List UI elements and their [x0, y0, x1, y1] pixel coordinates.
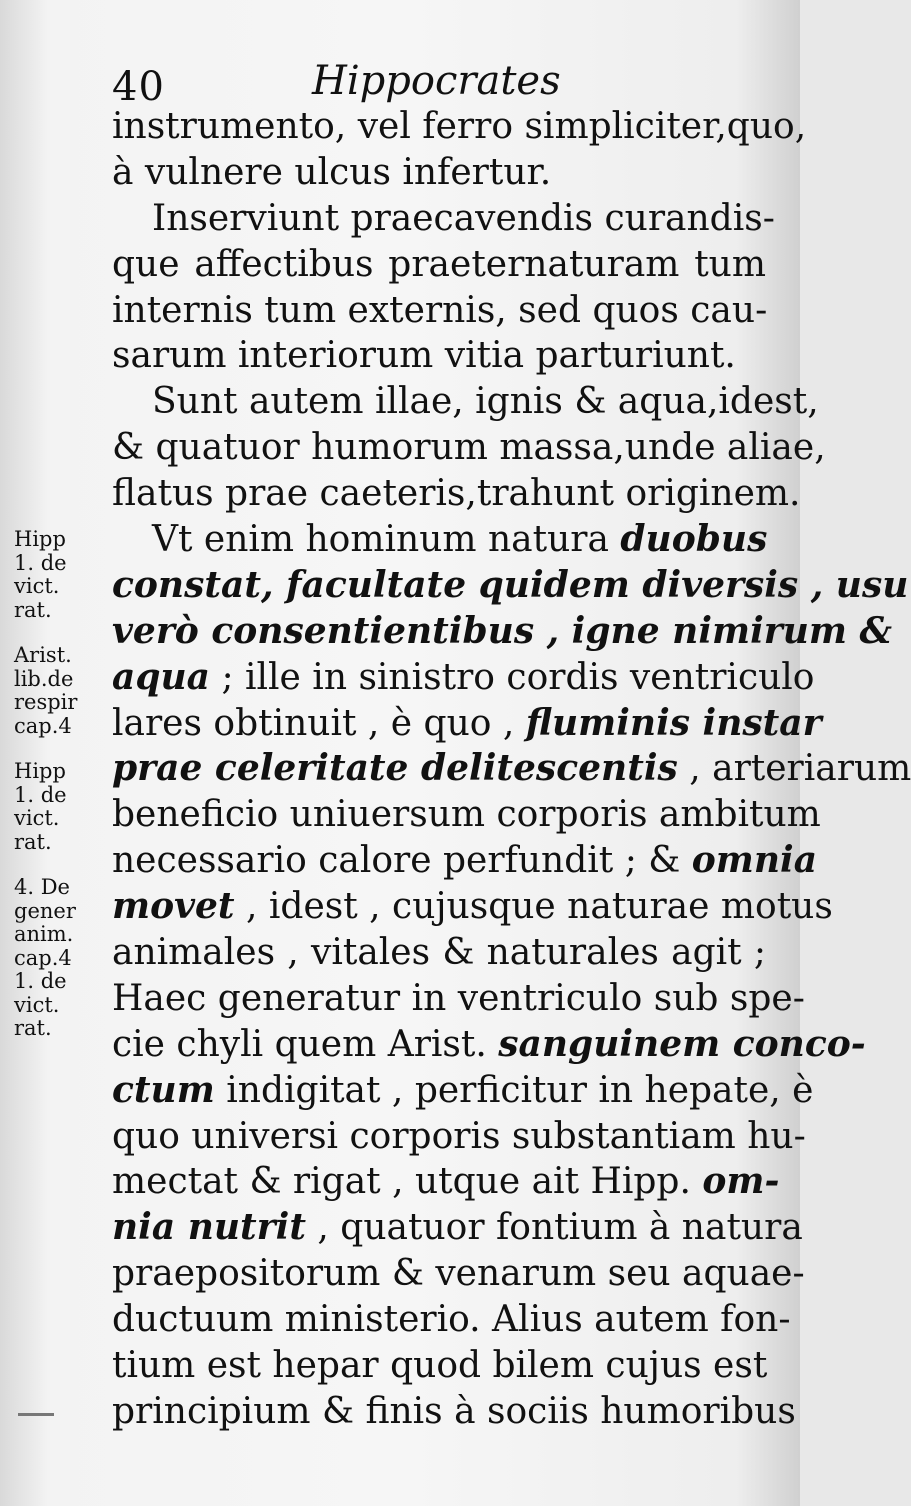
italic-phrase: nia nutrit [112, 1206, 306, 1249]
text-run: cie chyli quem Arist. [112, 1023, 499, 1065]
margin-note [14, 760, 110, 854]
page-number: 40 [112, 64, 165, 110]
text-line [112, 1343, 766, 1389]
text-line [112, 701, 822, 747]
italic-phrase: ctum [112, 1068, 215, 1111]
italic-phrase: aqua [112, 655, 210, 698]
text-line [112, 1114, 806, 1160]
margin-note-line: 1. de [14, 969, 67, 993]
margin-note-line: Hipp [14, 527, 66, 551]
text-line [112, 379, 819, 425]
text-run: , quatuor fontium à natura [305, 1207, 803, 1249]
text-run: praepositorum & venarum seu aquae- [112, 1253, 805, 1295]
text-run: Vt enim hominum natura [152, 519, 621, 561]
text-line [112, 425, 826, 471]
text-line [112, 1022, 866, 1068]
italic-phrase: verò consentientibus , igne nimirum & [112, 609, 893, 652]
margin-note-line: Arist. [14, 643, 72, 667]
text-run: Haec generatur in ventriculo sub spe- [112, 977, 805, 1019]
text-run: Sunt autem illae, ignis & aqua,idest, [152, 381, 819, 423]
margin-note-line: vict. [14, 992, 60, 1017]
text-line [112, 609, 893, 655]
italic-phrase: prae celeritate delitescentis [112, 747, 678, 790]
text-line [112, 1068, 814, 1114]
margin-note-line: respir [14, 690, 78, 714]
text-run: principium & finis à sociis humoribus [112, 1390, 796, 1432]
text-run: internis tum externis, sed quos cau- [112, 289, 768, 331]
margin-note [14, 876, 110, 1041]
text-line [112, 150, 766, 196]
text-run: mectat & rigat , utque ait Hipp. [112, 1161, 703, 1203]
italic-phrase: om- [702, 1160, 780, 1203]
text-line [112, 517, 766, 563]
text-run: à vulnere ulcus infertur. [112, 151, 552, 193]
running-head: Hippocrates [312, 58, 561, 104]
margin-note-line: cap.4 [14, 945, 72, 970]
text-run: tium est hepar quod bilem cujus est [112, 1345, 768, 1387]
margin-notes [14, 528, 110, 1063]
margin-note-line: rat. [14, 829, 52, 854]
text-run: lares obtinuit , è quo , [112, 702, 526, 744]
margin-note-line: Hipp [14, 759, 66, 783]
text-run: beneficio uniuersum corporis ambitum [112, 794, 821, 836]
body-text [112, 104, 911, 1435]
text-line [112, 196, 775, 242]
italic-phrase: constat, facultate quidem diversis , usu [112, 563, 909, 606]
margin-note-line: gener [14, 898, 76, 923]
text-run: que affectibus praeternaturam tum [112, 243, 766, 285]
text-run: indigitat , perficitur in hepate, è [214, 1069, 814, 1111]
text-run: animales , vitales & naturales agit ; [112, 932, 766, 974]
text-run: quo universi corporis substantiam hu- [112, 1115, 806, 1157]
text-line [112, 1297, 791, 1343]
text-line [112, 333, 766, 379]
text-line [112, 1251, 805, 1297]
text-run: necessario calore perfundit ; & [112, 840, 692, 882]
text-run: ductuum ministerio. Alius autem fon- [112, 1299, 791, 1341]
text-run: ; ille in sinistro cordis ventriculo [210, 656, 815, 698]
margin-note-line: 1. de [14, 782, 67, 807]
italic-phrase: sanguinem conco- [498, 1022, 866, 1065]
italic-phrase: duobus [620, 518, 768, 561]
text-run: & quatuor humorum massa,unde aliae, [112, 427, 826, 469]
margin-note-line: 4. De [14, 875, 70, 899]
margin-note-line: 1. de [14, 550, 67, 575]
text-line [112, 976, 805, 1022]
text-line [112, 1159, 780, 1205]
italic-phrase: movet [112, 885, 235, 928]
text-run: instrumento, vel ferro simpliciter,quo, [112, 106, 807, 147]
text-run: sarum interiorum vitia parturiunt. [112, 335, 736, 377]
margin-note [14, 644, 110, 738]
text-line [112, 104, 807, 150]
text-line [112, 563, 909, 609]
text-run: , idest , cujusque naturae motus [234, 886, 833, 928]
text-line [112, 838, 818, 884]
margin-note-line: rat. [14, 1016, 52, 1040]
italic-phrase: omnia [691, 839, 818, 882]
margin-note-line: cap.4 [14, 713, 72, 738]
italic-phrase: fluminis instar [525, 701, 822, 744]
text-line [112, 930, 766, 976]
text-line [112, 884, 833, 930]
text-line [112, 471, 801, 517]
margin-note [14, 528, 110, 622]
text-line [112, 655, 815, 701]
text-line [112, 1205, 803, 1251]
text-line [112, 792, 821, 838]
text-run: , arteriarum [677, 748, 911, 790]
margin-note-line: rat. [14, 597, 52, 622]
margin-note-line: anim. [14, 922, 74, 946]
margin-note-line: vict. [14, 806, 60, 830]
text-line [112, 288, 766, 334]
margin-note-line: vict. [14, 574, 60, 598]
margin-note-line: lib.de [14, 666, 74, 691]
text-run: flatus prae caeteris,trahunt originem. [112, 473, 801, 515]
text-line [112, 242, 766, 288]
text-run: Inserviunt praecavendis curandis- [152, 197, 775, 239]
text-line [112, 746, 911, 792]
margin-rule [18, 1413, 54, 1416]
text-line [112, 1389, 796, 1435]
